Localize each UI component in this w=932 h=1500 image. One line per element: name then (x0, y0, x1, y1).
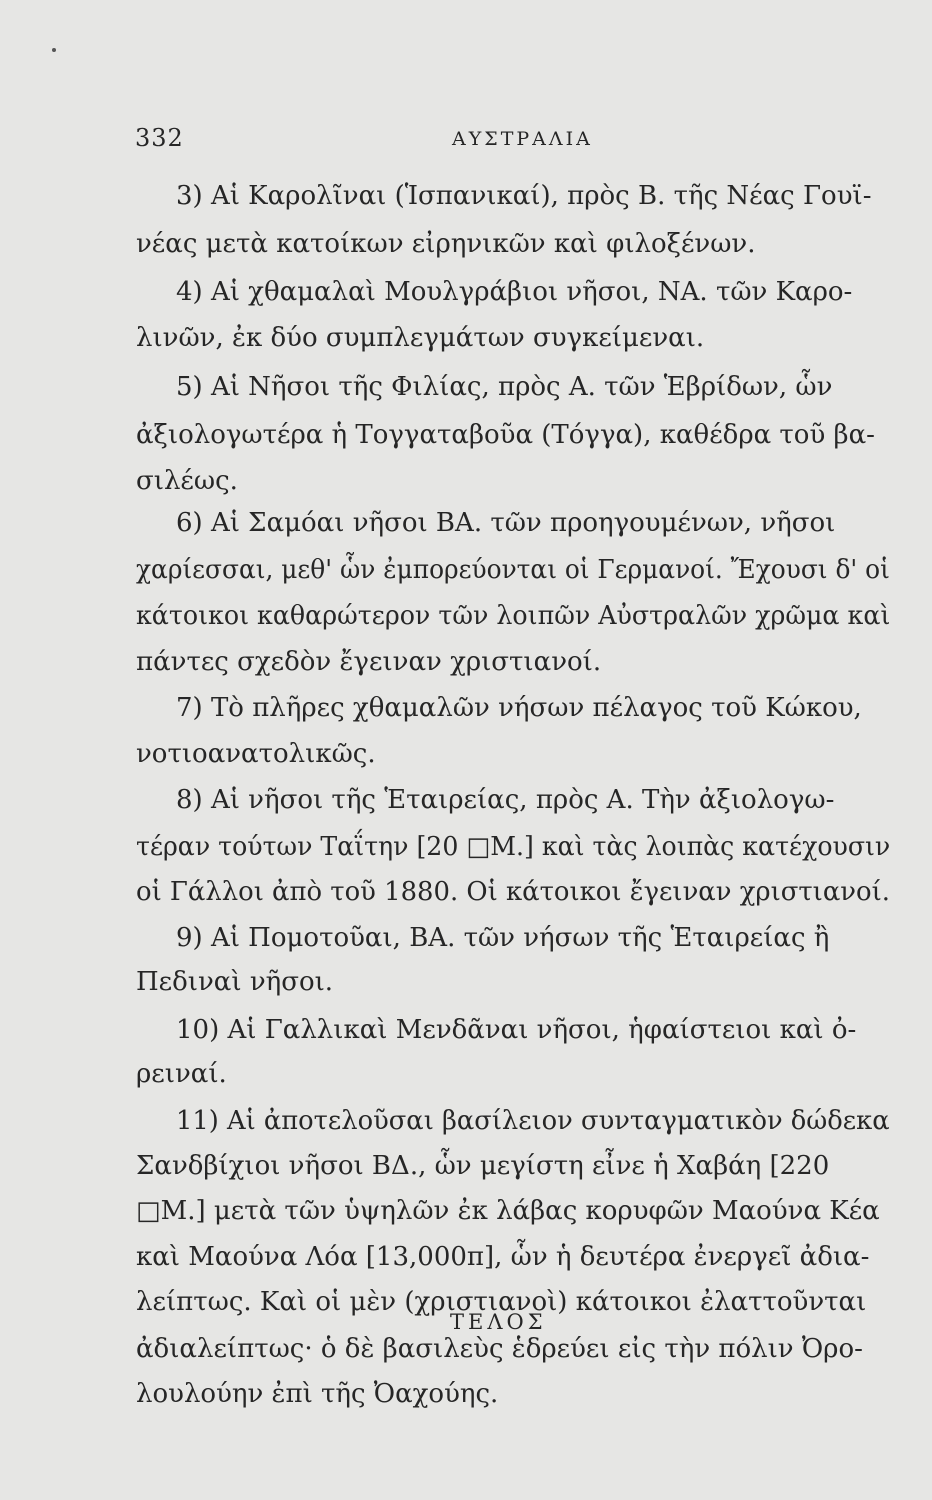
text-line: 11) Αἱ ἀποτελοῦσαι βασίλειον συνταγματικὸν δώδεκα (176, 1106, 890, 1136)
text-line: λινῶν, ἐκ δύο συμπλεγμάτων συγκείμεναι. (136, 323, 705, 353)
text-line: ἀξιολογωτέρα ἡ Τογγαταβοῦα (Τόγγα), καθέδρα τοῦ βα- (136, 420, 875, 450)
text-line: □Μ.] μετὰ τῶν ὑψηλῶν ἐκ λάβας κορυφῶν Μαούνα Κέα (136, 1196, 880, 1226)
text-line: ρειναί. (136, 1059, 227, 1089)
text-line: καὶ Μαούνα Λόα [13,000π], ὧν ἡ δευτέρα ἐνεργεῖ ἀδια- (136, 1242, 870, 1272)
text-line: 8) Αἱ νῆσοι τῆς Ἑταιρείας, πρὸς Α. Τὴν ἀξιολογω- (176, 785, 835, 815)
text-line: λείπτως. Καὶ οἱ μὲν (χριστιανοὶ) κάτοικοι ἐλαττοῦνται (136, 1287, 867, 1317)
text-line: κάτοικοι καθαρώτερον τῶν λοιπῶν Αὐστραλῶν χρῶμα καὶ (136, 601, 891, 631)
end-mark: ΤΕΛΟΣ (450, 1310, 547, 1334)
text-line: 7) Τὸ πλῆρες χθαμαλῶν νήσων πέλαγος τοῦ Κώκου, (176, 693, 862, 723)
text-line: Πεδιναὶ νῆσοι. (136, 967, 334, 997)
text-line: νοτιοανατολικῶς. (136, 739, 376, 769)
text-line: σιλέως. (136, 466, 238, 496)
text-line: Σανδβίχιοι νῆσοι ΒΔ., ὧν μεγίστη εἶνε ἡ Χαβάη [220 (136, 1151, 830, 1181)
page-number: 332 (135, 124, 184, 152)
text-line: 3) Αἱ Καρολῖναι (Ἱσπανικαί), πρὸς Β. τῆς Νέας Γουϊ- (176, 181, 872, 211)
ink-speck (52, 48, 56, 52)
text-line: ἀδιαλείπτως· ὁ δὲ βασιλεὺς ἑδρεύει εἰς τὴν πόλιν Ὀρο- (136, 1334, 863, 1364)
text-line: νέας μετὰ κατοίκων εἰρηνικῶν καὶ φιλοξένων. (136, 229, 756, 259)
text-line: 9) Αἱ Πομοτοῦαι, ΒΑ. τῶν νήσων τῆς Ἑταιρείας ἢ (176, 923, 830, 953)
text-line: τέραν τούτων Ταΐτην [20 □Μ.] καὶ τὰς λοιπὰς κατέχουσιν (136, 832, 891, 862)
text-line: χαρίεσσαι, μεθ' ὧν ἐμπορεύονται οἱ Γερμανοί. Ἔχουσι δ' οἱ (136, 555, 890, 585)
text-line: 4) Αἱ χθαμαλαὶ Μουλγράβιοι νῆσοι, ΝΑ. τῶν Καρο- (176, 277, 853, 307)
text-line: λουλούην ἐπὶ τῆς Ὀαχούης. (136, 1379, 499, 1409)
text-line: 10) Αἱ Γαλλικαὶ Μενδᾶναι νῆσοι, ἡφαίστειοι καὶ ὀ- (176, 1015, 857, 1045)
text-line: οἱ Γάλλοι ἀπὸ τοῦ 1880. Οἱ κάτοικοι ἔγειναν χριστιανοί. (136, 877, 890, 907)
text-line: πάντες σχεδὸν ἔγειναν χριστιανοί. (136, 647, 602, 677)
running-title: ΑΥΣΤΡΑΛΙΑ (452, 128, 593, 150)
text-line: 6) Αἱ Σαμόαι νῆσοι ΒΑ. τῶν προηγουμένων, νῆσοι (176, 508, 836, 538)
text-line: 5) Αἱ Νῆσοι τῆς Φιλίας, πρὸς Α. τῶν Ἑβρίδων, ὧν (176, 372, 833, 402)
